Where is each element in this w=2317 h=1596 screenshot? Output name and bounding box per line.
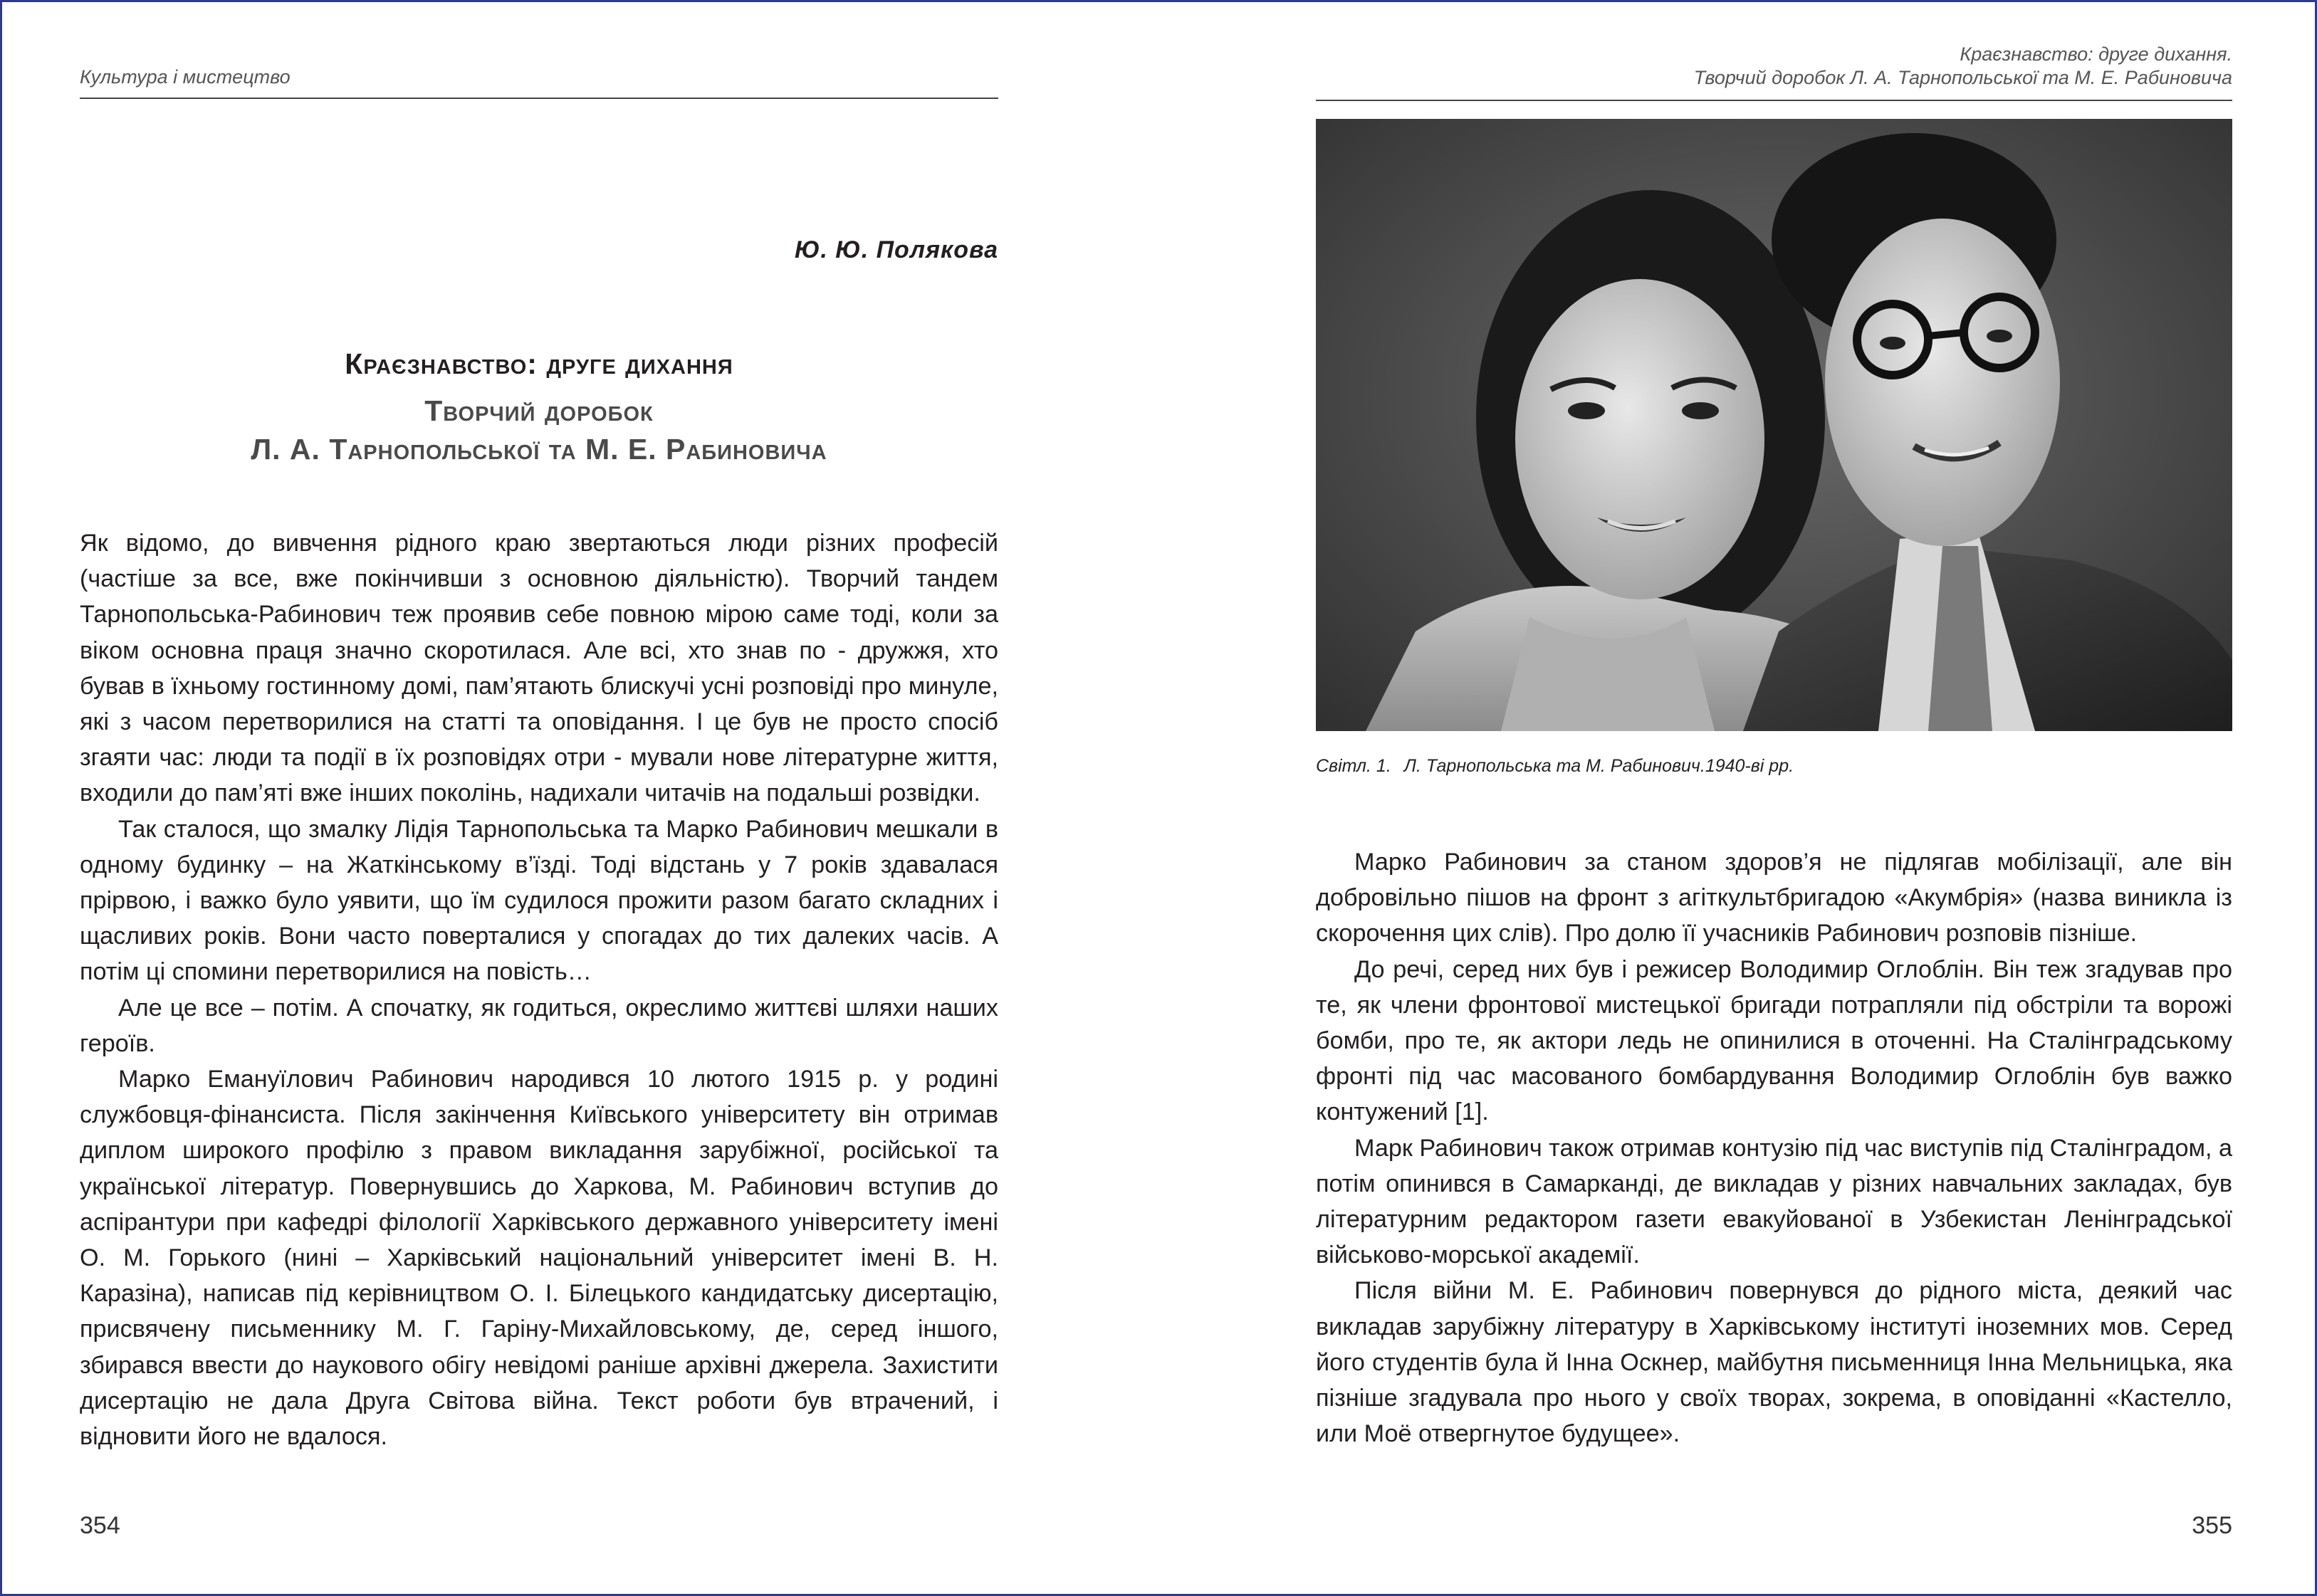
left-running-head: Культура і мистецтво [80, 66, 291, 88]
left-paragraph-2: Так сталося, що змалку Лідія Тарнопольська та Марко Рабинович мешкали в одному будинку – на Жаткінському в’їзді. Тоді відстань у 7 років здавалася прірвою, і важко було уявити, що їм судилося прожити разом багато складних і щасливих років. Вони часто поверталися у спогадах до тих далеких часів. А потім ці спомини перетворилися на повість… [80, 815, 998, 986]
right-header-rule [1316, 100, 2232, 101]
left-body-text [80, 525, 998, 1454]
right-paragraph-4: Після війни М. Е. Рабинович повернувся до рідного міста, деякий час викладав зарубіжну літературу в Харківському інституті іноземних мов. Серед його студентів була й Інна Оскнер, майбутня письменниця Інна Мельницька, яка пізніше згадувала про нього у своїх творах, зокрема, в оповіданні «Кастелло, или Моё отвергнутое будущее». [1316, 1277, 2232, 1448]
photo-caption [1316, 756, 1806, 777]
right-page [1316, 0, 2232, 1596]
article-subtitle [80, 392, 998, 468]
article-titles [80, 345, 998, 468]
left-paragraph-1: Як відомо, до вивчення рідного краю звертаються люди різних професій (частіше за все, вже покінчивши з основною діяльністю). Творчий тандем Тарнопольська-Рабинович теж проявив себе повною мірою саме тоді, коли за віком основна праця значно скоротилася. Але всі, хто знав по - дружжя, хто бував в їхньому гостинному домі, пам’ятають блискучі усні розповіді про минуле, які з часом перетворилися на статті та оповідання. І це був не просто спосіб згаяти час: люди та події в їх розповідях отри - мували нове літературне життя, входили до пам’яті вже інших поколінь, надихали читачів на подальші розвідки. [80, 530, 998, 807]
left-header-rule [80, 98, 998, 99]
article-subtitle-line1: Творчий доробок [424, 394, 654, 427]
man-face-shape [1825, 219, 2060, 546]
right-paragraph-1: Марко Рабинович за станом здоров’я не підлягав мобілізації, але він добровільно пішов на фронт з агіткультбригадою «Акумбрія» (назва виникла із скорочення цих слів). Про долю її учасників Рабинович розповів пізніше. [1316, 849, 2232, 947]
left-paragraph-4: Марко Емануїлович Рабинович народився 10 лютого 1915 р. у родині службовця-фінансиста. Після закінчення Київського університету він отримав диплом широкого профілю з правом викладання зарубіжної, російської та української літератур. Повернувшись до Харкова, М. Рабинович вступив до аспірантури при кафедрі філології Харківського державного університету імені О. М. Горького (нині – Харківський національний університет імені В. Н. Каразіна), написав під керівництвом О. І. Білецького кандидатську дисертацію, присвячену письменнику М. Г. Гаріну-Михайловському, де, серед іншого, збирався ввести до наукового обігу невідомі раніше архівні джерела. Захистити дисертацію не дала Друга Світова війна. Текст роботи був втрачений, і відновити його не вдалося. [80, 1066, 998, 1451]
left-page [80, 0, 998, 1596]
author-name: Ю. Ю. Полякова [794, 236, 998, 263]
left-paragraph-3: Але це все – потім. А спочатку, як годиться, окреслимо життєві шляхи наших героїв. [80, 994, 998, 1057]
portrait-photo [1316, 119, 2232, 731]
photo-caption-label: Світл. 1. [1316, 756, 1391, 776]
woman-face-shape [1515, 279, 1764, 599]
article-subtitle-line2: Л. А. Тарнопольської та М. Е. Рабиновича [251, 433, 827, 466]
right-body-text [1316, 844, 2232, 1451]
right-running-head [1316, 43, 2232, 90]
article-title: Краєзнавство: друге дихання [345, 347, 733, 380]
left-page-number: 354 [80, 1512, 120, 1539]
photo-caption-text: Л. Тарнопольська та М. Рабинович.1940-ві рр. [1403, 756, 1794, 776]
right-paragraph-2: До речі, серед них був і режисер Володимир Оглоблін. Він теж згадував про те, як члени фронтової мистецької бригади потрапляли під обстріли та ворожі бомби, про те, як актори ледь не опинилися в оточенні. На Сталінградському фронті під час масованого бомбардування Володимир Оглоблін був важко контужений [1]. [1316, 955, 2232, 1126]
right-running-head-line2: Творчий доробок Л. А. Тарнопольської та М. Е. Рабиновича [1693, 67, 2232, 88]
right-page-number: 355 [2192, 1512, 2232, 1539]
right-paragraph-3: Марк Рабинович також отримав контузію під час виступів під Сталінградом, а потім опинився в Самарканді, де викладав у різних навчальних закладах, був літературним редактором газети евакуйованої в Узбекистан Ленінградської військово-морської академії. [1316, 1134, 2232, 1269]
right-running-head-line1: Краєзнавство: друге дихання. [1960, 43, 2232, 65]
